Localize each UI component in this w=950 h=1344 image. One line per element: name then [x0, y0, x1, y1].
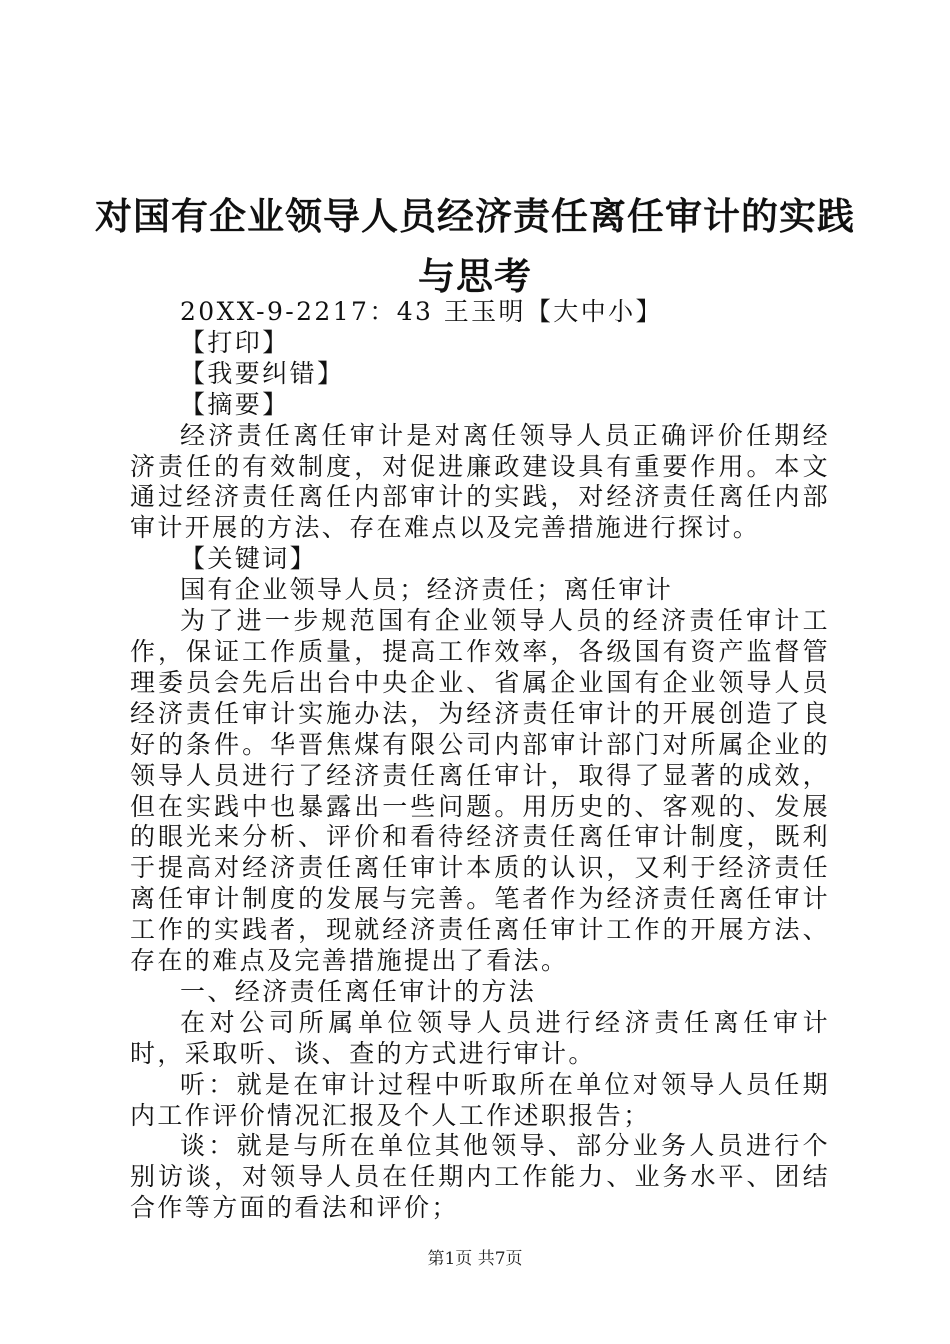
listen-paragraph: 听：就是在审计过程中听取所在单位对领导人员任期内工作评价情况汇报及个人工作述职报告；: [130, 1069, 830, 1130]
meta-line: 20XX-9-2217：43 王玉明【大中小】: [180, 297, 663, 326]
document-title-line-2: 与思考: [418, 254, 532, 298]
abstract-paragraph: 经济责任离任审计是对离任领导人员正确评价任期经济责任的有效制度，对促进廉政建设具有重要作用。本文通过经济责任离任内部审计的实践，对经济责任离任内部审计开展的方法、存在难点以及完善措施进行探讨。: [130, 420, 830, 543]
talk-paragraph: 谈：就是与所在单位其他领导、部分业务人员进行个别访谈，对领导人员在任期内工作能力、业务水平、团结合作等方面的看法和评价；: [130, 1131, 830, 1223]
document-title-line-1: 对国有企业领导人员经济责任离任审计的实践: [95, 194, 855, 238]
correction-link[interactable]: 【我要纠错】: [180, 358, 345, 388]
document-body: [130, 297, 830, 1224]
keywords-paragraph: 国有企业领导人员；经济责任；离任审计: [180, 575, 674, 605]
keywords-heading: 【关键词】: [180, 544, 318, 574]
print-link[interactable]: 【打印】: [180, 327, 290, 357]
section-1-heading: 一、经济责任离任审计的方法: [180, 976, 537, 1006]
section-1-paragraph: 在对公司所属单位领导人员进行经济责任离任审计时，采取听、谈、查的方式进行审计。: [130, 1007, 830, 1068]
page-footer: 第1页 共7页: [427, 1249, 523, 1269]
abstract-heading: 【摘要】: [180, 389, 290, 419]
intro-paragraph: 为了进一步规范国有企业领导人员的经济责任审计工作，保证工作质量，提高工作效率，各级国有资产监督管理委员会先后出台中央企业、省属企业国有企业领导人员经济责任审计实施办法，为经济责任审计的开展创造了良好的条件。华晋焦煤有限公司内部审计部门对所属企业的领导人员进行了经济责任离任审计，取得了显著的成效，但在实践中也暴露出一些问题。用历史的、客观的、发展的眼光来分析、评价和看待经济责任离任审计制度，既利于提高对经济责任离任审计本质的认识，又利于经济责任离任审计制度的发展与完善。笔者作为经济责任离任审计工作的实践者，现就经济责任离任审计工作的开展方法、存在的难点及完善措施提出了看法。: [130, 606, 830, 976]
